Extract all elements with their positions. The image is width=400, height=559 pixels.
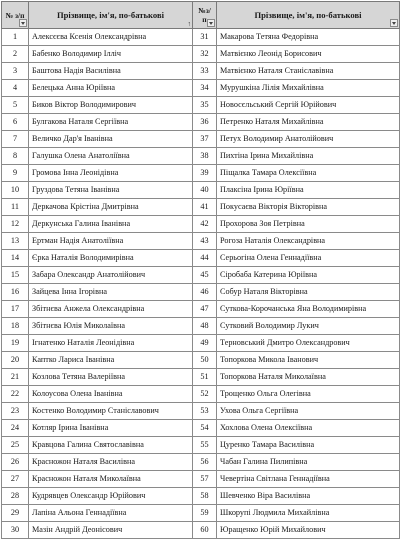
name-cell[interactable]: Збітнєва Юлія Миколаївна xyxy=(29,318,193,335)
row-number-cell[interactable]: 39 xyxy=(193,165,217,182)
name-cell[interactable]: Алексєєва Ксенія Олександрівна xyxy=(29,29,193,46)
row-number-cell[interactable]: 28 xyxy=(2,488,29,505)
name-cell[interactable]: Суткова-Корочанська Яна Володимирівна xyxy=(217,301,400,318)
row-number-cell[interactable]: 57 xyxy=(193,471,217,488)
table-body xyxy=(2,29,400,539)
sort-ascending-icon[interactable]: ↑ xyxy=(187,20,191,28)
name-cell[interactable]: Серьогіна Олена Геннадіївна xyxy=(217,250,400,267)
header-name-left[interactable] xyxy=(29,2,193,29)
row-number-cell[interactable]: 38 xyxy=(193,148,217,165)
row-number-cell[interactable]: 37 xyxy=(193,131,217,148)
row-number-cell[interactable]: 32 xyxy=(193,46,217,63)
name-cell[interactable]: Каптко Лариса Іванівна xyxy=(29,352,193,369)
name-cell[interactable]: Макарова Тетяна Федорівна xyxy=(217,29,400,46)
row-number-cell[interactable]: 47 xyxy=(193,301,217,318)
name-cell[interactable]: Колоусова Олена Іванівна xyxy=(29,386,193,403)
table-row xyxy=(2,80,400,97)
name-cell[interactable]: Матвієнко Леонід Борисович xyxy=(217,46,400,63)
row-number-cell[interactable]: 34 xyxy=(193,80,217,97)
name-cell[interactable]: Шевченко Віра Василівна xyxy=(217,488,400,505)
row-number-cell[interactable]: 27 xyxy=(2,471,29,488)
row-number-cell[interactable]: 46 xyxy=(193,284,217,301)
table-row xyxy=(2,522,400,539)
row-number-cell[interactable]: 36 xyxy=(193,114,217,131)
name-cell[interactable]: Красножон Наталя Василівна xyxy=(29,454,193,471)
name-cell[interactable]: Чевертіна Світлана Геннадіївна xyxy=(217,471,400,488)
name-cell[interactable]: Собур Наталя Вікторівна xyxy=(217,284,400,301)
name-cell[interactable]: Чабан Галина Пилипівна xyxy=(217,454,400,471)
table-row xyxy=(2,369,400,386)
name-cell[interactable]: Величко Дар'я Іванівна xyxy=(29,131,193,148)
row-number-cell[interactable]: 8 xyxy=(2,148,29,165)
table-row xyxy=(2,97,400,114)
table-row xyxy=(2,386,400,403)
table-row xyxy=(2,318,400,335)
table-row xyxy=(2,165,400,182)
row-number-cell[interactable]: 21 xyxy=(2,369,29,386)
header-name-right-label: Прізвище, ім'я, по-батькові xyxy=(254,9,362,20)
filter-dropdown-icon[interactable] xyxy=(390,19,398,27)
row-number-cell[interactable]: 59 xyxy=(193,505,217,522)
name-cell[interactable]: Пихтіна Ірина Михайлівна xyxy=(217,148,400,165)
table-row xyxy=(2,301,400,318)
names-table xyxy=(1,1,400,539)
filter-dropdown-icon[interactable] xyxy=(207,19,215,27)
name-cell[interactable]: Зайцева Інна Ігорівна xyxy=(29,284,193,301)
row-number-cell[interactable]: 26 xyxy=(2,454,29,471)
row-number-cell[interactable]: 45 xyxy=(193,267,217,284)
name-cell[interactable]: Козлова Тетяна Валеріївна xyxy=(29,369,193,386)
header-row xyxy=(2,2,400,29)
name-cell[interactable]: Прохорова Зоя Петрівна xyxy=(217,216,400,233)
name-cell[interactable]: Терновський Дмитро Олександрович xyxy=(217,335,400,352)
table-row xyxy=(2,216,400,233)
table-row xyxy=(2,114,400,131)
name-cell[interactable]: Мурушкіна Лілія Михайлівна xyxy=(217,80,400,97)
name-cell[interactable]: Шкорупі Людмила Михайлівна xyxy=(217,505,400,522)
table-row xyxy=(2,454,400,471)
name-cell[interactable]: Булгакова Наталя Сергіївна xyxy=(29,114,193,131)
name-cell[interactable]: Красножон Наталя Миколаївна xyxy=(29,471,193,488)
name-cell[interactable]: Баштова Надія Василівна xyxy=(29,63,193,80)
name-cell[interactable]: Топоркова Наталя Миколаївна xyxy=(217,369,400,386)
name-cell[interactable]: Єрка Наталія Володимирівна xyxy=(29,250,193,267)
name-cell[interactable]: Бабенко Володимир Ілліч xyxy=(29,46,193,63)
row-number-cell[interactable]: 15 xyxy=(2,267,29,284)
table-row xyxy=(2,46,400,63)
name-cell[interactable]: Сутковий Володимир Лукич xyxy=(217,318,400,335)
table-row xyxy=(2,284,400,301)
name-cell[interactable]: Покусаєва Вікторія Вікторівна xyxy=(217,199,400,216)
name-cell[interactable]: Юращенко Юрій Михайлович xyxy=(217,522,400,539)
row-number-cell[interactable]: 33 xyxy=(193,63,217,80)
table-row xyxy=(2,420,400,437)
table-row xyxy=(2,182,400,199)
row-number-cell[interactable]: 18 xyxy=(2,318,29,335)
row-number-cell[interactable]: 31 xyxy=(193,29,217,46)
name-cell[interactable]: Петух Володимир Анатолійович xyxy=(217,131,400,148)
row-number-cell[interactable]: 14 xyxy=(2,250,29,267)
name-cell[interactable]: Піщалка Тамара Олексіївна xyxy=(217,165,400,182)
name-cell[interactable]: Костенко Володимир Станіславович xyxy=(29,403,193,420)
name-cell[interactable]: Лапіна Альона Геннадіївна xyxy=(29,505,193,522)
table-row xyxy=(2,148,400,165)
name-cell[interactable]: Цуренко Тамара Василівна xyxy=(217,437,400,454)
header-name-left-label: Прізвище, ім'я, по-батькові xyxy=(56,9,165,20)
name-cell[interactable]: Ігнатенко Наталія Леонідівна xyxy=(29,335,193,352)
row-number-cell[interactable]: 52 xyxy=(193,386,217,403)
row-number-cell[interactable]: 6 xyxy=(2,114,29,131)
row-number-cell[interactable]: 51 xyxy=(193,369,217,386)
header-number-right-label: №з/ п xyxy=(198,6,211,24)
table-row xyxy=(2,352,400,369)
row-number-cell[interactable]: 55 xyxy=(193,437,217,454)
name-cell[interactable]: Забара Олександр Анатолійович xyxy=(29,267,193,284)
row-number-cell[interactable]: 1 xyxy=(2,29,29,46)
row-number-cell[interactable]: 41 xyxy=(193,199,217,216)
name-cell[interactable]: Збітнєва Анжела Олександрівна xyxy=(29,301,193,318)
filter-dropdown-icon[interactable] xyxy=(19,19,27,27)
name-cell[interactable]: Новосєльський Сергій Юрійович xyxy=(217,97,400,114)
row-number-cell[interactable]: 43 xyxy=(193,233,217,250)
name-cell[interactable]: Рогоза Наталія Олександрівна xyxy=(217,233,400,250)
row-number-cell[interactable]: 19 xyxy=(2,335,29,352)
table-row xyxy=(2,505,400,522)
row-number-cell[interactable]: 58 xyxy=(193,488,217,505)
row-number-cell[interactable]: 12 xyxy=(2,216,29,233)
name-cell[interactable]: Трощенко Ольга Олегівна xyxy=(217,386,400,403)
table-row xyxy=(2,471,400,488)
row-number-cell[interactable]: 44 xyxy=(193,250,217,267)
row-number-cell[interactable]: 17 xyxy=(2,301,29,318)
row-number-cell[interactable]: 25 xyxy=(2,437,29,454)
row-number-cell[interactable]: 9 xyxy=(2,165,29,182)
table-row xyxy=(2,403,400,420)
row-number-cell[interactable]: 35 xyxy=(193,97,217,114)
name-cell[interactable]: Биков Віктор Володимирович xyxy=(29,97,193,114)
name-cell[interactable]: Деркунська Галина Іванівна xyxy=(29,216,193,233)
row-number-cell[interactable]: 3 xyxy=(2,63,29,80)
table-row xyxy=(2,63,400,80)
name-cell[interactable]: Груздова Тетяна Іванівна xyxy=(29,182,193,199)
row-number-cell[interactable]: 23 xyxy=(2,403,29,420)
table-row xyxy=(2,233,400,250)
row-number-cell[interactable]: 20 xyxy=(2,352,29,369)
header-number-left[interactable] xyxy=(2,2,29,29)
name-cell[interactable]: Белецька Анна Юріївна xyxy=(29,80,193,97)
name-cell[interactable]: Громова Інна Леонідівна xyxy=(29,165,193,182)
row-number-cell[interactable]: 24 xyxy=(2,420,29,437)
row-number-cell[interactable]: 49 xyxy=(193,335,217,352)
table-row xyxy=(2,131,400,148)
row-number-cell[interactable]: 5 xyxy=(2,97,29,114)
row-number-cell[interactable]: 54 xyxy=(193,420,217,437)
table-row xyxy=(2,488,400,505)
name-cell[interactable]: Кудрявцев Олександр Юрійович xyxy=(29,488,193,505)
table-row xyxy=(2,437,400,454)
header-number-left-label: № з/п xyxy=(5,10,25,20)
row-number-cell[interactable]: 7 xyxy=(2,131,29,148)
row-number-cell[interactable]: 53 xyxy=(193,403,217,420)
name-cell[interactable]: Деркачова Крістіна Дмитрівна xyxy=(29,199,193,216)
row-number-cell[interactable]: 60 xyxy=(193,522,217,539)
table-row xyxy=(2,29,400,46)
row-number-cell[interactable]: 2 xyxy=(2,46,29,63)
name-cell[interactable]: Мазін Андрій Деонісович xyxy=(29,522,193,539)
row-number-cell[interactable]: 56 xyxy=(193,454,217,471)
name-cell[interactable]: Топоркова Микола Іванович xyxy=(217,352,400,369)
row-number-cell[interactable]: 11 xyxy=(2,199,29,216)
name-cell[interactable]: Котляр Ірина Іванівна xyxy=(29,420,193,437)
row-number-cell[interactable]: 50 xyxy=(193,352,217,369)
table-row xyxy=(2,250,400,267)
row-number-cell[interactable]: 48 xyxy=(193,318,217,335)
table-row xyxy=(2,335,400,352)
header-number-right[interactable] xyxy=(193,2,217,29)
name-cell[interactable]: Матвієнко Наталя Станіславівна xyxy=(217,63,400,80)
name-cell[interactable]: Петренко Наталя Михайлівна xyxy=(217,114,400,131)
row-number-cell[interactable]: 42 xyxy=(193,216,217,233)
name-cell[interactable]: Плаксіна Ірина Юріївна xyxy=(217,182,400,199)
name-cell[interactable]: Галушка Олена Анатоліївна xyxy=(29,148,193,165)
row-number-cell[interactable]: 10 xyxy=(2,182,29,199)
table-row xyxy=(2,199,400,216)
name-cell[interactable]: Ухова Ольга Сергіївна xyxy=(217,403,400,420)
row-number-cell[interactable]: 22 xyxy=(2,386,29,403)
row-number-cell[interactable]: 4 xyxy=(2,80,29,97)
row-number-cell[interactable]: 13 xyxy=(2,233,29,250)
row-number-cell[interactable]: 29 xyxy=(2,505,29,522)
row-number-cell[interactable]: 30 xyxy=(2,522,29,539)
name-cell[interactable]: Ертман Надія Анатоліївна xyxy=(29,233,193,250)
name-cell[interactable]: Хохлова Олена Олексіївна xyxy=(217,420,400,437)
row-number-cell[interactable]: 40 xyxy=(193,182,217,199)
table-row xyxy=(2,267,400,284)
name-cell[interactable]: Кравцова Галина Святославівна xyxy=(29,437,193,454)
name-cell[interactable]: Сіробаба Катерина Юріївна xyxy=(217,267,400,284)
row-number-cell[interactable]: 16 xyxy=(2,284,29,301)
header-name-right[interactable] xyxy=(217,2,400,29)
